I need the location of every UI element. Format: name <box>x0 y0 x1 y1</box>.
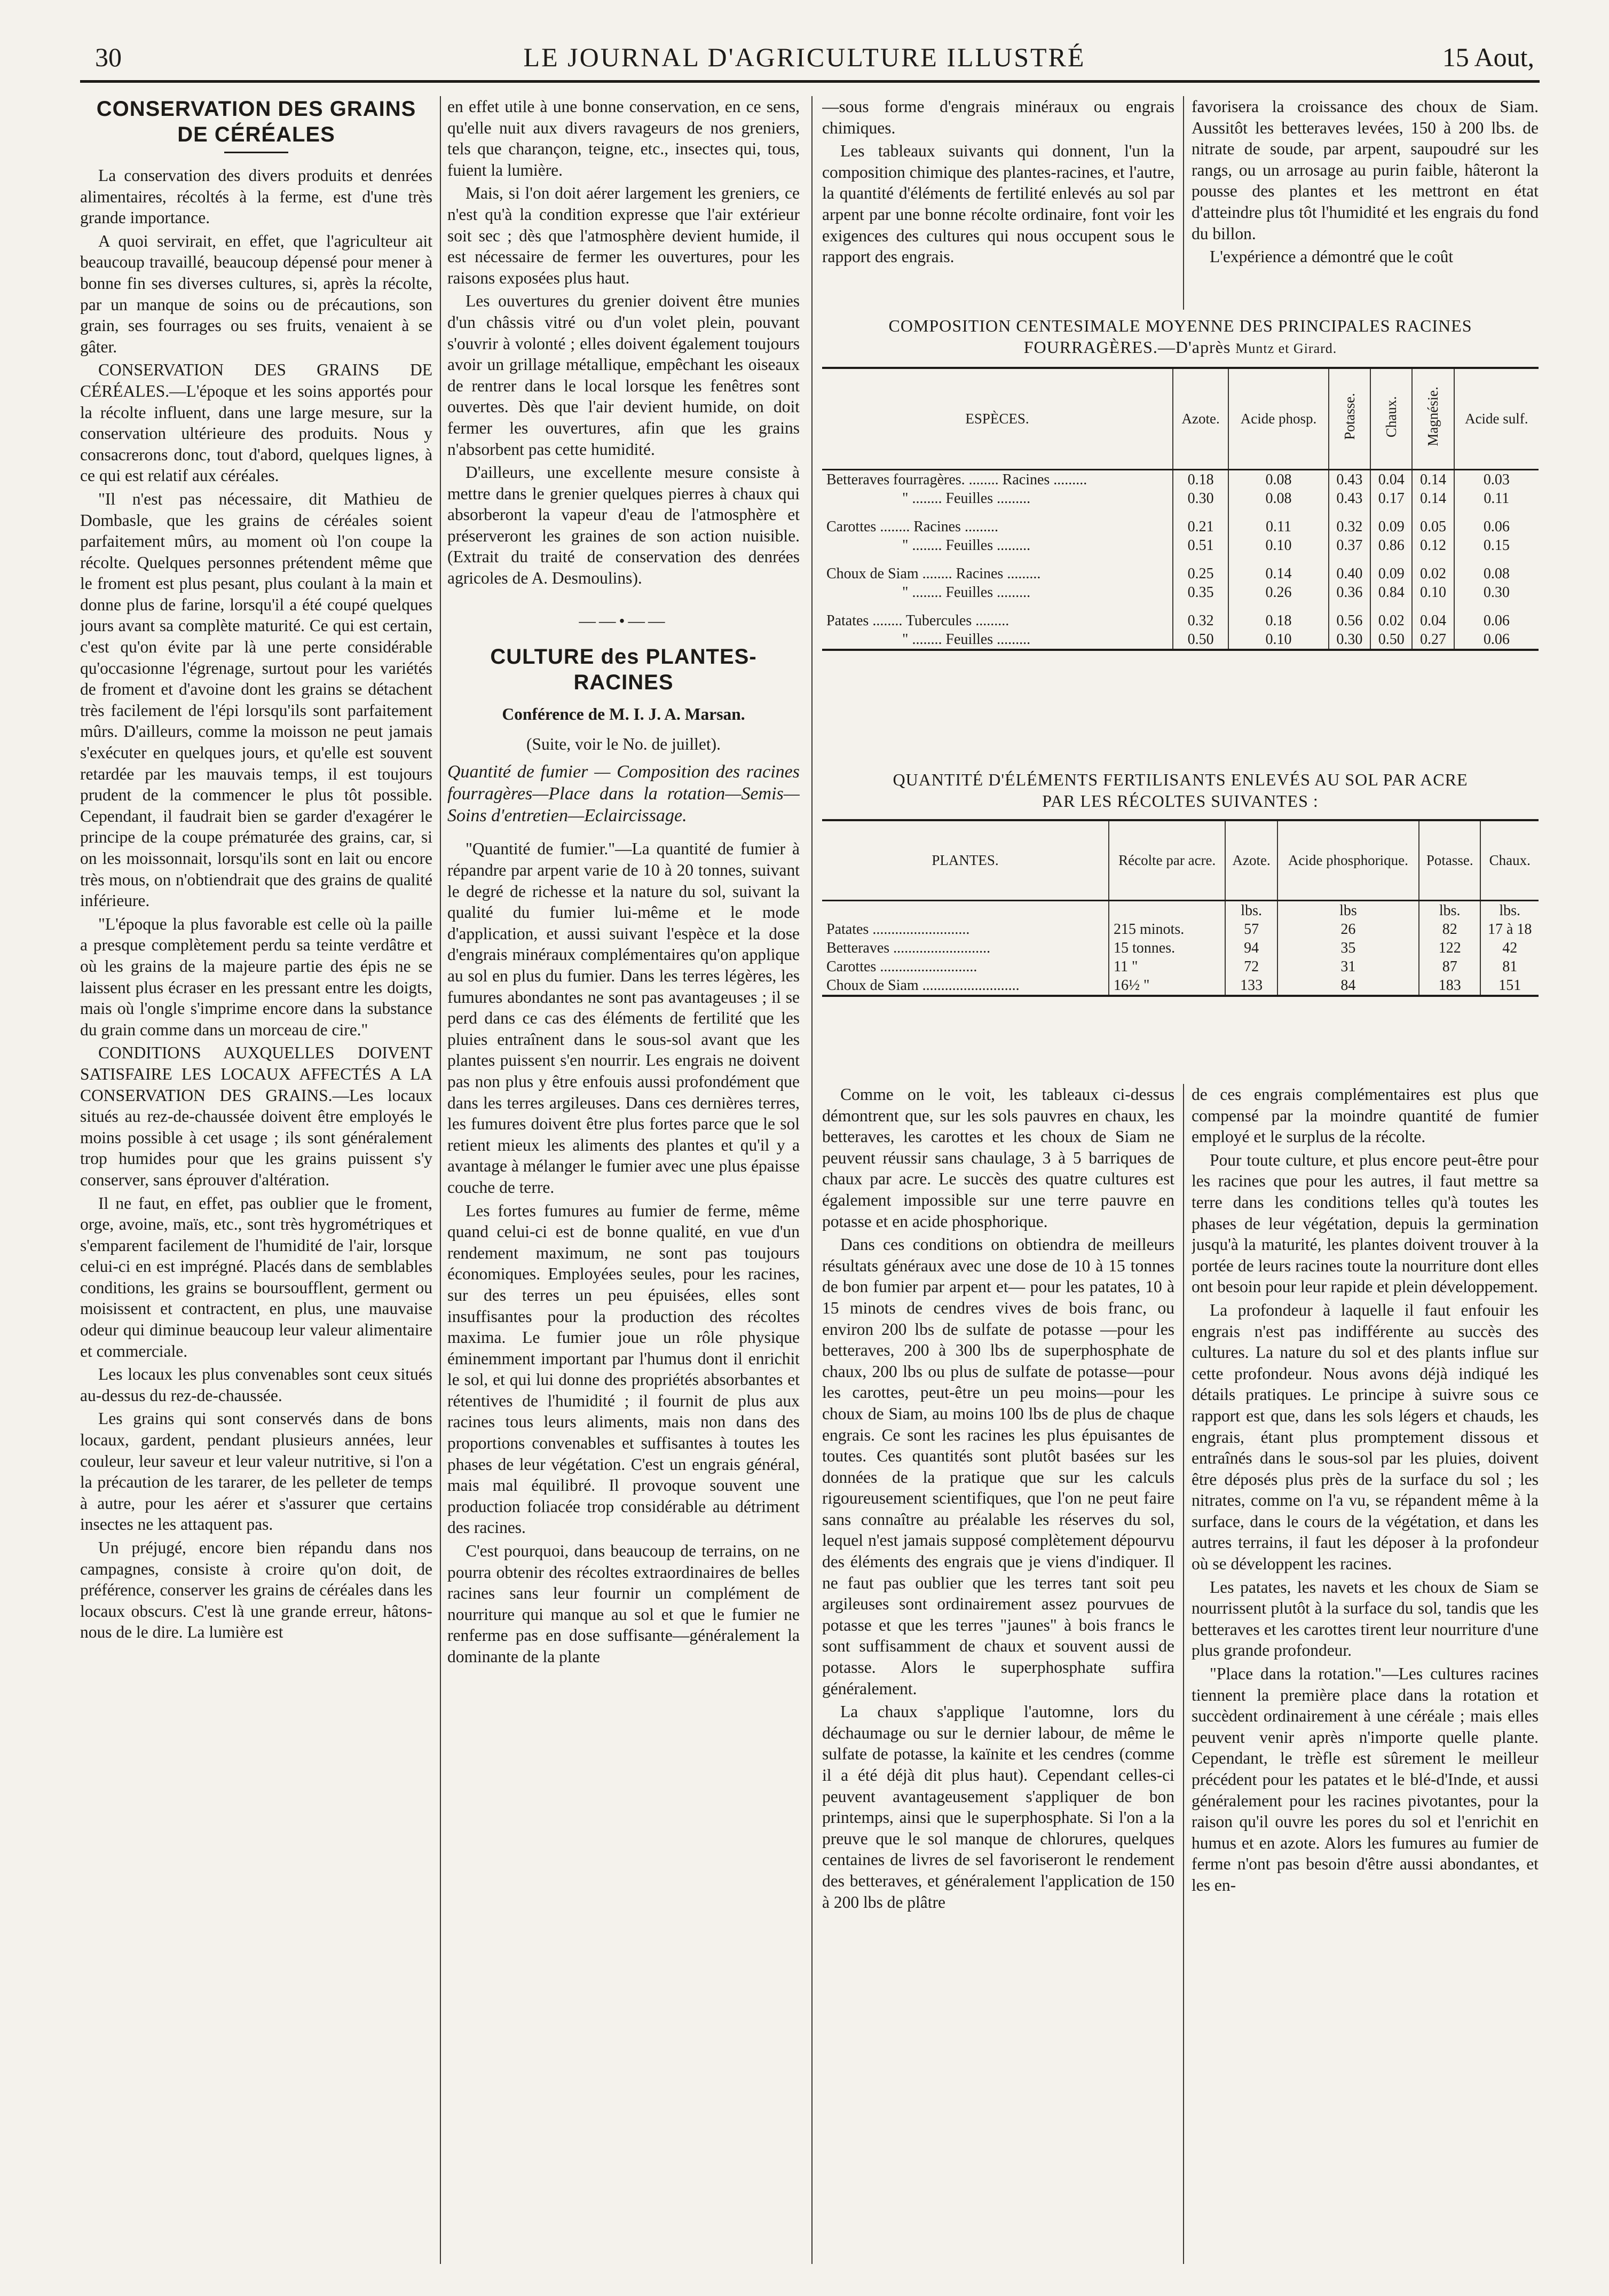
value-cell: 0.06 <box>1454 517 1539 536</box>
conference-byline: Conférence de M. I. J. A. Marsan. <box>502 705 745 724</box>
paragraph: Les grains qui sont conservés dans de bons locaux, gardent, pendant plusieurs années, leur couleur, leur saveur et leur valeur nutritive, si l'on a la précaution de les tararer, de les pelleter de temps à autre, pour les aérer et s'assurer que certains insectes ne les attaquent pas. <box>80 1409 432 1534</box>
plant-part: Racines <box>956 565 1004 582</box>
table-row <box>822 517 1539 536</box>
plant-part: Feuilles <box>945 537 993 554</box>
article-heading-conservation: CONSERVATION DES GRAINS DE CÉRÉALES <box>96 97 416 146</box>
paragraph: Un préjugé, encore bien répandu dans nos campagnes, consiste à croire qu'on doit, de préférence, conserver les grains de céréales dans les locaux obscurs. C'est là une grande erreur, hâtons-nous de le dire. La lumière est <box>80 1538 432 1642</box>
value-cell: 0.09 <box>1370 564 1412 583</box>
section-ornament: ——•—— <box>579 611 668 630</box>
value-cell: 0.14 <box>1228 564 1329 583</box>
species-cell <box>822 611 1173 630</box>
value-cell: 26 <box>1277 920 1419 939</box>
value-cell: 0.08 <box>1228 489 1329 508</box>
value-cell: 42 <box>1480 939 1539 957</box>
yield-cell: 11 " <box>1109 957 1225 976</box>
row-spacer <box>822 508 1539 517</box>
paragraph: de ces engrais complémentaires est plus que compensé par la moindre quantité de fumier employé et le surplus de la récolte. <box>1192 1085 1539 1146</box>
paragraph: Les ouvertures du grenier doivent être munies d'un châssis vitré ou d'un volet plein, pouvant s'ouvrir à volonté ; elles doivent également toujours avoir un grillage métallique, empêchant les oiseaux de rentrer dans le local lorsque les fenêtres sont ouvertes. Dès que l'air devient humide, on doit fermer les ouvertures, afin que les grains n'absorbent pas cette humidité. <box>447 292 800 459</box>
value-cell: 94 <box>1225 939 1277 957</box>
species-name: " <box>902 490 909 507</box>
heading-rule <box>224 152 288 153</box>
species-cell <box>822 564 1173 583</box>
row-spacer <box>822 602 1539 611</box>
plant-part: Tubercules <box>905 612 972 629</box>
value-cell: 17 à 18 <box>1480 920 1539 939</box>
plant-cell <box>822 957 1109 976</box>
table-row <box>822 939 1539 957</box>
species-name: Carottes <box>826 518 877 535</box>
leader-dots: ......... <box>960 518 998 535</box>
paragraph: Les fortes fumures au fumier de ferme, même quand celui-ci est de bonne qualité, en vue d'un rendement maximum, ne sont pas toujours économiques. Employées seules, pour les racines, sur des terres un peu épuisées, elles sont insuffisantes pour la production des récoltes maxima. Le fumier joue un rôle physique éminemment important par l'humus dont il enrichit le sol, et qui lui donne des propriétés absorbantes et rétentives de l'humidité ; il fournit de plus aux racines tous leurs aliments, mais non dans des proportions convenables et suffisantes à toutes les phases de leur végétation. C'est un engrais général, mais mal équilibré. Il provoque souvent une production foliacée trop considérable au détriment des racines. <box>447 1201 800 1537</box>
plant-part: Feuilles <box>945 631 993 648</box>
unit-cell: lbs. <box>1419 900 1480 920</box>
value-cell: 0.84 <box>1370 583 1412 602</box>
article-column-4-top <box>1192 96 1539 310</box>
leader-dots: ........ <box>908 631 946 648</box>
leader-dots: ........ <box>876 518 914 535</box>
table-header: Potasse. <box>1419 820 1480 900</box>
table-header: Chaux. <box>1480 820 1539 900</box>
paragraph: Dans ces conditions on obtiendra de meilleurs résultats généraux avec une dose de 10 à 15 tonnes de bon fumier par arpent et— pour les patates, 10 à 15 minots de cendres vives de bois franc, ou environ 200 lbs de sulfate de potasse —pour les betteraves, 200 à 300 lbs de superphosphate de chaux, 200 lbs ou plus de sulfate de potasse—pour les carottes, peut-être un peu moins—pour les choux de Siam, au moins 100 lbs de plus de chaque engrais. Ce sont les racines les plus épuisantes de toutes. Ces quantités sont plutôt basées sur les données de la pratique que sur les calculs rigoureusement scientifiques, que l'on ne peut faire sans connaître au préalable les réserves du sol, lequel n'est jamais supposé complètement dépourvu des éléments des engrais que je viens d'indiquer. Il ne faut pas oublier que les terres tant soit peu argileuses sont ordinairement assez pourvues de potasse et que les terres "jaunes" à bois francs le sont suffisamment de chaux et souvent aussi de potasse. Alors le superphosphate suffira généralement. <box>822 1235 1174 1698</box>
plant-name: Patates <box>826 921 869 938</box>
leader-dots: ........ <box>908 537 946 554</box>
table-header: Acide phosphorique. <box>1277 820 1419 900</box>
paragraph: L'expérience a démontré que le coût <box>1210 247 1454 266</box>
plant-cell <box>822 976 1109 996</box>
paragraph: "L'époque la plus favorable est celle où la paille a presque complètement perdu sa teinte verdâtre et où les grains de la majeure partie des épis ne se laissent plus écraser en les pressant entre les doigts, mais où l'ongle s'imprime encore dans la substance du grain comme dans un morceau de cire." <box>80 914 432 1039</box>
leader-dots: ........ <box>869 612 906 629</box>
plant-part: Racines <box>1002 471 1050 488</box>
composition-table <box>822 367 1539 651</box>
table-row <box>822 976 1539 996</box>
table-header: ESPÈCES. <box>822 368 1173 469</box>
value-cell: 0.04 <box>1370 469 1412 489</box>
article-column-3-lower <box>822 1084 1174 2264</box>
value-cell: 0.30 <box>1329 630 1370 650</box>
table-header: PLANTES. <box>822 820 1109 900</box>
species-cell <box>822 469 1173 489</box>
leader-dots: ........ <box>918 565 956 582</box>
paragraph: La conservation des divers produits et denrées alimentaires, récoltés à la ferme, est d'une très grande importance. <box>80 166 432 227</box>
plant-name: Carottes <box>826 958 877 975</box>
unit-cell: lbs <box>1277 900 1419 920</box>
paragraph: D'ailleurs, une excellente mesure consiste à mettre dans le grenier quelques pierres à chaux qui absorberont la vapeur d'eau de l'atmosphère et préserveront les graines de son action nuisible. (Extrait du traité de conservation des denrées agricoles de A. Desmoulins). <box>447 463 800 588</box>
table-row <box>822 536 1539 555</box>
value-cell: 0.40 <box>1329 564 1370 583</box>
column-rule <box>811 96 813 2264</box>
value-cell: 0.27 <box>1412 630 1454 650</box>
unit-cell <box>1109 900 1225 920</box>
paragraph: CONSERVATION DES GRAINS DE CÉRÉALES.—L'époque et les soins apportés pour la récolte influent, dans une large mesure, sur la conservation ultérieure des produits. Nous y consacrerons donc, tout d'abord, quelques lignes, à ce qui est relatif aux céréales. <box>80 360 432 485</box>
value-cell: 31 <box>1277 957 1419 976</box>
value-cell: 0.08 <box>1228 469 1329 489</box>
value-cell: 0.10 <box>1228 630 1329 650</box>
value-cell: 87 <box>1419 957 1480 976</box>
leader-dots: ........ <box>965 471 1003 488</box>
value-cell: 81 <box>1480 957 1539 976</box>
value-cell: 0.10 <box>1228 536 1329 555</box>
value-cell: 0.36 <box>1329 583 1370 602</box>
article-heading-plantes-racines: CULTURE des PLANTES-RACINES <box>490 645 757 695</box>
species-cell <box>822 489 1173 508</box>
table-row <box>822 957 1539 976</box>
value-cell: 0.18 <box>1173 469 1228 489</box>
composition-table-block <box>822 315 1539 651</box>
plant-name: Betteraves <box>826 939 890 956</box>
value-cell: 183 <box>1419 976 1480 996</box>
paragraph: Pour toute culture, et plus encore peut-être pour les racines que pour les autres, il faut mettre sa terre dans les conditions telles qu'à toutes les phases de leur végétation, depuis la germination jusqu'à la maturité, les plantes doivent trouver à la portée de leurs racines toute la nourriture dont elles ont besoin pour leur rapide et plein développement. <box>1192 1150 1539 1296</box>
species-name: Betteraves fourragères. <box>826 471 965 488</box>
article-column-4-lower <box>1192 1084 1539 2264</box>
leader-dots: .......................... <box>876 958 977 975</box>
table-caption: PAR LES RÉCOLTES SUIVANTES : <box>1042 791 1319 811</box>
table-caption: FOURRAGÈRES.—D'après Muntz et Girard. <box>1023 337 1337 357</box>
paragraph: Mais, si l'on doit aérer largement les greniers, ce n'est qu'à la condition expresse que l'air extérieur soit sec ; dès que l'atmosphère devient humide, il est nécessaire de fermer les ouvertures, pour les raisons exposées plus haut. <box>447 184 800 287</box>
plant-name: Choux de Siam <box>826 977 919 994</box>
table-row <box>822 564 1539 583</box>
leader-dots: ......... <box>993 631 1031 648</box>
plant-part: Feuilles <box>945 584 993 601</box>
plant-cell <box>822 939 1109 957</box>
value-cell: 0.10 <box>1412 583 1454 602</box>
leader-dots: ......... <box>972 612 1009 629</box>
plant-part: Racines <box>913 518 961 535</box>
value-cell: 0.43 <box>1329 469 1370 489</box>
table-row <box>822 920 1539 939</box>
species-name: " <box>902 631 909 648</box>
value-cell: 0.05 <box>1412 517 1454 536</box>
value-cell: 72 <box>1225 957 1277 976</box>
paragraph: A quoi servirait, en effet, que l'agriculteur ait beaucoup travaillé, beaucoup dépensé pour mener à bonne fin ses diverses cultures, si, après la récolte, par un manque de soins ou de précautions, son grain, ses fourrages ou ses fruits, venaient à se gâter. <box>80 231 432 356</box>
table-header: Potasse. <box>1329 368 1370 469</box>
fertilizer-table-block <box>822 769 1539 997</box>
species-name: " <box>902 537 909 554</box>
table-header: Récolte par acre. <box>1109 820 1225 900</box>
value-cell: 0.02 <box>1412 564 1454 583</box>
value-cell: 0.15 <box>1454 536 1539 555</box>
table-header: Azote. <box>1225 820 1277 900</box>
page-number: 30 <box>95 42 122 72</box>
paragraph: Les tableaux suivants qui donnent, l'un la composition chimique des plantes-racines, et l'autre, la quantité d'éléments de fertilité enlevés au sol par arpent par une bonne récolte ordinaire, font voir les exigences des cultures qui nous occupent sous le rapport des engrais. <box>822 141 1174 266</box>
species-cell <box>822 583 1173 602</box>
article-column-1 <box>80 96 432 2264</box>
value-cell: 0.32 <box>1329 517 1370 536</box>
paragraph: —sous forme d'engrais minéraux ou engrais chimiques. <box>822 97 1174 137</box>
paragraph: Les locaux les plus convenables sont ceux situés au-dessus du rez-de-chaussée. <box>80 1365 432 1405</box>
value-cell: 0.32 <box>1173 611 1228 630</box>
paragraph: "Quantité de fumier."—La quantité de fumier à répandre par arpent varie de 10 à 20 tonnes, suivant le degré de richesse et la nature du sol, suivant la qualité du fumier lui-même et le mode d'application, et aussi suivant l'espèce et la dose d'engrais minéraux complémentaires qu'on applique au sol en plus du fumier. Dans les terres légères, les fumures abondantes ne sont pas avantageuses ; il se perd dans ce cas des éléments de fertilité que les pluies entraînent dans le sous-sol avant que les plantes puissent s'en nourrir. Les engrais ne doivent pas non plus y être enfouis aussi profondément que dans les terres argileuses. Dans ces dernières terres, les fumures doivent être plus fortes parce que le sol retient mieux les aliments des plantes et qu'il y a avantage à mélanger le fumier avec une plus épaisse couche de terre. <box>447 839 800 1197</box>
column-rule <box>440 96 441 2264</box>
value-cell: 0.02 <box>1370 611 1412 630</box>
yield-cell: 16½ " <box>1109 976 1225 996</box>
value-cell: 84 <box>1277 976 1419 996</box>
value-cell: 57 <box>1225 920 1277 939</box>
leader-dots: .......................... <box>889 939 991 956</box>
value-cell: 0.14 <box>1412 469 1454 489</box>
species-name: Choux de Siam <box>826 565 919 582</box>
value-cell: 0.51 <box>1173 536 1228 555</box>
value-cell: 133 <box>1225 976 1277 996</box>
table-header: Chaux. <box>1370 368 1412 469</box>
unit-cell: lbs. <box>1225 900 1277 920</box>
value-cell: 0.17 <box>1370 489 1412 508</box>
unit-cell <box>822 900 1109 920</box>
continuation-note: (Suite, voir le No. de juillet). <box>526 734 721 753</box>
journal-title: LE JOURNAL D'AGRICULTURE ILLUSTRÉ <box>523 42 1086 72</box>
table-row <box>822 469 1539 489</box>
leader-dots: .......................... <box>918 977 1020 994</box>
value-cell: 0.14 <box>1412 489 1454 508</box>
value-cell: 0.37 <box>1329 536 1370 555</box>
table-row <box>822 630 1539 650</box>
value-cell: 0.06 <box>1454 611 1539 630</box>
paragraph: en effet utile à une bonne conservation, en ce sens, qu'elle nuit aux divers ravageurs de nos greniers, tels que charançon, teigne, etc., insectes qui, tous, fuient la lumière. <box>447 97 800 179</box>
value-cell: 151 <box>1480 976 1539 996</box>
paragraph: La chaux s'applique l'automne, lors du déchaumage ou sur le dernier labour, de même le sulfate de potasse, la kaïnite et les cendres (comme il a été déjà dit plus haut). Cependant celles-ci peuvent avantageusement s'appliquer de bon printemps, ainsi que le superphosphate. Si l'on a la preuve que le sol manque de chlorures, quelques centaines de livres de sel favoriseront le rendement des betteraves, et généralement l'application de 150 à 200 lbs de plâtre <box>822 1702 1174 1912</box>
plant-cell <box>822 920 1109 939</box>
leader-dots: ......... <box>993 584 1031 601</box>
paragraph: La profondeur à laquelle il faut enfouir les engrais n'est pas indifférente au succès des cultures. La nature du sol et des plants influe sur cette profondeur. Nous avons déjà indiqué les détails pratiques. Le principe à suivre sous ce rapport est que, dans les sols légers et chauds, les engrais, étant plus promptement dissous et entraînés dans le sous-sol par les pluies, doivent être déposés plus près de la surface du sol ; les nitrates, comme on l'a vu, se répandent même à la surface, dans le cours de la végétation, et dans les autres terrains, il faut les déposer à la profondeur où se développent les racines. <box>1192 1300 1539 1574</box>
value-cell: 35 <box>1277 939 1419 957</box>
table-caption: QUANTITÉ D'ÉLÉMENTS FERTILISANTS ENLEVÉS AU SOL PAR ACRE <box>893 770 1468 789</box>
value-cell: 0.12 <box>1412 536 1454 555</box>
table-row <box>822 583 1539 602</box>
value-cell: 0.30 <box>1454 583 1539 602</box>
article-subtitle: Quantité de fumier — Composition des racines fourragères—Place dans la rotation—Semis—Soins d'entretien—Eclaircissage. <box>447 762 800 826</box>
article-column-3-top <box>822 96 1174 310</box>
leader-dots: ........ <box>908 584 946 601</box>
header-rule <box>80 80 1540 83</box>
table-header: Acide phosp. <box>1228 368 1329 469</box>
value-cell: 0.50 <box>1173 630 1228 650</box>
paragraph: favorisera la croissance des choux de Siam. Aussitôt les betteraves levées, 150 à 200 lbs. de nitrate de soude, par arpent, saupoudré sur les rangs, ou un arrosage au purin faible, hâteront la pousse des plantes et les mettront en état d'atteindre plus tôt l'humidité et les engrais du fond du billon. <box>1192 97 1539 243</box>
table-row <box>822 611 1539 630</box>
unit-cell: lbs. <box>1480 900 1539 920</box>
paragraph: Il ne faut, en effet, pas oublier que le froment, orge, avoine, maïs, etc., sont très hygrométriques et s'emparent facilement de l'humidité de l'air, lorsque celui-ci en est imprégné. Placés dans de semblables conditions, les grains se boursoufflent, germent ou moisissent et contractent, en plus, une mauvaise odeur qui diminue beaucoup leur valeur alimentaire et commerciale. <box>80 1193 432 1361</box>
leader-dots: .......................... <box>869 921 970 938</box>
value-cell: 0.04 <box>1412 611 1454 630</box>
value-cell: 0.26 <box>1228 583 1329 602</box>
value-cell: 0.21 <box>1173 517 1228 536</box>
species-name: " <box>902 584 909 601</box>
value-cell: 0.06 <box>1454 630 1539 650</box>
table-row <box>822 489 1539 508</box>
leader-dots: ......... <box>993 490 1031 507</box>
table-header: Azote. <box>1173 368 1228 469</box>
plant-part: Feuilles <box>945 490 993 507</box>
value-cell: 0.03 <box>1454 469 1539 489</box>
value-cell: 0.18 <box>1228 611 1329 630</box>
leader-dots: ........ <box>908 490 946 507</box>
value-cell: 0.25 <box>1173 564 1228 583</box>
species-name: Patates <box>826 612 869 629</box>
table-caption: COMPOSITION CENTESIMALE MOYENNE DES PRINCIPALES RACINES <box>888 316 1472 335</box>
table-source-authors: Muntz et Girard. <box>1235 341 1337 356</box>
table-header: Acide sulf. <box>1454 368 1539 469</box>
fertilizer-table <box>822 819 1539 997</box>
column-rule <box>1183 96 1184 310</box>
leader-dots: ......... <box>993 537 1031 554</box>
paragraph: Les patates, les navets et les choux de Siam se nourrissent plutôt à la surface du sol, tandis que les betteraves et les carottes tirent leur nourriture d'une plus grande profondeur. <box>1192 1577 1539 1660</box>
row-spacer <box>822 555 1539 564</box>
column-rule <box>1183 1084 1184 2264</box>
species-cell <box>822 630 1173 650</box>
value-cell: 122 <box>1419 939 1480 957</box>
value-cell: 0.30 <box>1173 489 1228 508</box>
value-cell: 0.56 <box>1329 611 1370 630</box>
leader-dots: ......... <box>1050 471 1087 488</box>
value-cell: 82 <box>1419 920 1480 939</box>
paragraph: Comme on le voit, les tableaux ci-dessus démontrent que, sur les sols pauvres en chaux, les betteraves, les carottes et les choux de Siam ne peuvent réussir sans chaulage, 3 à 5 barriques de chaux par acre. Le succès des quatre cultures est également impossible sur une terre pauvre en potasse et en acide phosphorique. <box>822 1085 1174 1231</box>
species-cell <box>822 536 1173 555</box>
species-cell <box>822 517 1173 536</box>
value-cell: 0.86 <box>1370 536 1412 555</box>
value-cell: 0.43 <box>1329 489 1370 508</box>
yield-cell: 15 tonnes. <box>1109 939 1225 957</box>
issue-date: 15 Aout, <box>1442 42 1534 72</box>
paragraph: "Place dans la rotation."—Les cultures racines tiennent la première place dans la rotation et succèdent ordinairement à une céréale ; mais elles peuvent venir après n'importe quelle plante. Cependant, le trèfle est sûrement le meilleur précédent pour les patates et le blé-d'Inde, et aussi généralement pour les racines pivotantes, pour la raison qu'il ouvre les pores du sol et l'enrichit en humus et en azote. Alors les fumures au fumier de ferme n'ont pas besoin d'être aussi abondantes, et les en- <box>1192 1664 1539 1894</box>
paragraph: C'est pourquoi, dans beaucoup de terrains, on ne pourra obtenir des récoltes extraordinaires de belles racines sans leur fournir un complément de nourriture qui manque au sol et que le fumier ne renferme pas en dose suffisante—généralement la dominante de la plante <box>447 1542 800 1666</box>
value-cell: 0.11 <box>1454 489 1539 508</box>
table-header: Magnésie. <box>1412 368 1454 469</box>
article-column-2 <box>447 96 800 2264</box>
leader-dots: ......... <box>1003 565 1041 582</box>
paragraph: "Il n'est pas nécessaire, dit Mathieu de Dombasle, que les grains de céréales soient parfaitement mûrs, au moment où l'on coupe la récolte. Quelques personnes prétendent même que le froment est plus pesant, plus coulant à la main et donne plus de farine, lorsqu'il a été coupé quelques jours avant sa complète maturité. Ce qui est certain, c'est qu'on évite par là une perte considérable qu'occasionne l'égrenage, surtout pour les variétés de froment et d'avoine dont les grains se détachent très facilement de l'épi lorsqu'ils sont parfaitement mûrs. D'ailleurs, comme la moisson ne peut jamais s'exécuter en quelques jours, et qu'elle est souvent retardée par les mauvais temps, il est toujours prudent de la commencer le plus tôt possible. Cependant, il faudrait bien se garder d'exagérer le principe de la coupe prématurée des grains, car, si on les moissonnait, lorsqu'ils sont en lait ou encore très mous, on n'obtiendrait que des grains de qualité inférieure. <box>80 489 432 910</box>
value-cell: 0.50 <box>1370 630 1412 650</box>
value-cell: 0.35 <box>1173 583 1228 602</box>
yield-cell: 215 minots. <box>1109 920 1225 939</box>
paragraph: CONDITIONS AUXQUELLES DOIVENT SATISFAIRE LES LOCAUX AFFECTÉS A LA CONSERVATION DES GRAINS.—Les locaux situés au rez-de-chaussée doivent être employés le moins possible à cet usage ; ils sont généralement trop humides pour que les grains puissent s'y conserver, sans éprouver d'altération. <box>80 1043 432 1189</box>
value-cell: 0.11 <box>1228 517 1329 536</box>
value-cell: 0.09 <box>1370 517 1412 536</box>
value-cell: 0.08 <box>1454 564 1539 583</box>
